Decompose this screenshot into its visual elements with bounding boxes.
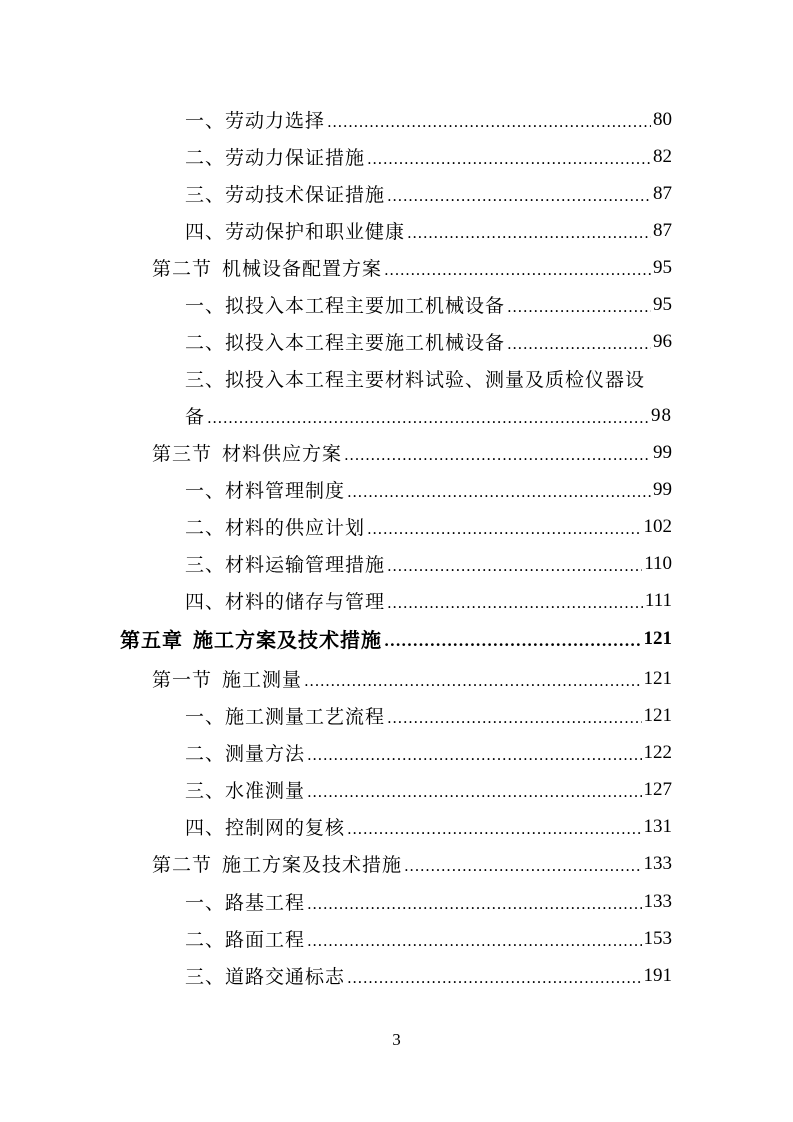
toc-entry-label: 三、劳动技术保证措施 xyxy=(185,184,386,206)
toc-entry[interactable] xyxy=(185,920,672,957)
toc-leader-dots xyxy=(387,708,641,723)
toc-leader-dots xyxy=(327,112,651,127)
toc-page-number: 133 xyxy=(643,890,672,912)
toc-leader-dots xyxy=(307,745,641,760)
toc-page-number: 102 xyxy=(643,515,672,537)
toc-leader-dots xyxy=(387,593,643,608)
toc-page-number: 122 xyxy=(643,741,672,763)
toc-leader-dots xyxy=(387,186,651,201)
toc-section-entry[interactable] xyxy=(152,660,672,697)
toc-page-number: 95 xyxy=(653,256,672,278)
toc-leader-dots xyxy=(404,856,641,871)
toc-entry[interactable] xyxy=(185,545,672,582)
toc-page-number: 82 xyxy=(653,145,672,167)
toc-leader-dots xyxy=(307,782,641,797)
toc-entry-label: 一、施工测量工艺流程 xyxy=(185,706,386,728)
toc-page-number: 191 xyxy=(643,964,672,986)
toc-entry[interactable] xyxy=(185,734,672,771)
toc-chapter-entry[interactable] xyxy=(120,620,672,657)
toc-page-number: 99 xyxy=(653,441,672,463)
toc-page-number: 87 xyxy=(653,182,672,204)
toc-entry-label: 二、测量方法 xyxy=(185,743,306,765)
toc-page-number: 127 xyxy=(643,778,672,800)
toc-entry-continuation-text: 备 xyxy=(185,406,206,428)
toc-page-number: 153 xyxy=(643,927,672,949)
toc-entry-label: 二、材料的供应计划 xyxy=(185,517,366,539)
toc-entry[interactable] xyxy=(185,175,672,212)
toc-entry[interactable] xyxy=(185,697,672,734)
toc-entry-label: 二、路面工程 xyxy=(185,929,306,951)
toc-section-title: 机械设备配置方案 xyxy=(222,258,383,280)
toc-leader-dots xyxy=(507,297,651,312)
toc-chapter-number: 第五章 xyxy=(120,628,183,652)
toc-page-number: 96 xyxy=(653,330,672,352)
toc-entry-label: 四、材料的储存与管理 xyxy=(185,591,386,613)
toc-leader-dots xyxy=(507,334,651,349)
toc-leader-dots xyxy=(367,519,641,534)
toc-entry[interactable] xyxy=(185,101,672,138)
toc-page-number: 111 xyxy=(644,589,672,611)
toc-section-entry[interactable] xyxy=(152,249,672,286)
toc-section-number: 第一节 xyxy=(152,669,213,691)
toc-entry[interactable] xyxy=(185,508,672,545)
toc-entry-label: 二、劳动力保证措施 xyxy=(185,147,366,169)
toc-entry-label: 三、材料运输管理措施 xyxy=(185,554,386,576)
toc-entry-label: 四、控制网的复核 xyxy=(185,817,346,839)
toc-entry-continuation[interactable] xyxy=(185,397,672,434)
toc-page-number: 110 xyxy=(644,552,672,574)
toc-entry-label: 一、路基工程 xyxy=(185,892,306,914)
toc-entry-label: 三、水准测量 xyxy=(185,780,306,802)
toc-section-title: 施工测量 xyxy=(222,669,303,691)
toc-entry[interactable] xyxy=(185,323,672,360)
toc-page-number: 98 xyxy=(651,404,672,426)
toc-entry-label: 一、拟投入本工程主要加工机械设备 xyxy=(185,295,506,317)
toc-entry[interactable] xyxy=(185,771,672,808)
toc-page-number: 133 xyxy=(643,852,672,874)
toc-entry[interactable] xyxy=(185,286,672,323)
toc-chapter-title: 施工方案及技术措施 xyxy=(193,628,382,652)
toc-section-entry[interactable] xyxy=(152,434,672,471)
toc-entry[interactable] xyxy=(185,582,672,619)
toc-section-title: 材料供应方案 xyxy=(222,443,343,465)
toc-entry[interactable] xyxy=(185,212,672,249)
toc-section-number: 第二节 xyxy=(152,258,213,280)
toc-entry-label: 三、道路交通标志 xyxy=(185,966,346,988)
toc-page-number: 99 xyxy=(653,478,672,500)
toc-entry-label: 三、拟投入本工程主要材料试验、测量及质检仪器设 xyxy=(185,369,646,391)
toc-section-number: 第三节 xyxy=(152,443,213,465)
toc-entry[interactable] xyxy=(185,957,672,994)
toc-entry-label: 一、材料管理制度 xyxy=(185,480,346,502)
toc-section-number: 第二节 xyxy=(152,854,213,876)
toc-entry-wrapped[interactable] xyxy=(185,360,675,397)
toc-entry-label: 一、劳动力选择 xyxy=(185,110,326,132)
toc-leader-dots xyxy=(207,408,649,423)
toc-leader-dots xyxy=(407,223,651,238)
toc-entry-label: 四、劳动保护和职业健康 xyxy=(185,221,406,243)
toc-leader-dots xyxy=(387,556,642,571)
toc-page-number: 121 xyxy=(643,704,672,726)
toc-leader-dots xyxy=(384,631,642,646)
toc-leader-dots xyxy=(347,968,641,983)
toc-leader-dots xyxy=(344,445,651,460)
toc-page-number: 131 xyxy=(643,815,672,837)
toc-leader-dots xyxy=(367,149,651,164)
toc-page-number: 87 xyxy=(653,219,672,241)
toc-entry[interactable] xyxy=(185,138,672,175)
toc-leader-dots xyxy=(384,260,651,275)
toc-section-entry[interactable] xyxy=(152,845,672,882)
page-number: 3 xyxy=(392,1030,401,1049)
toc-section-title: 施工方案及技术措施 xyxy=(222,854,403,876)
toc-page-number: 121 xyxy=(643,667,672,689)
toc-entry[interactable] xyxy=(185,471,672,508)
toc-page-number: 80 xyxy=(653,108,672,130)
toc-page-number: 95 xyxy=(653,293,672,315)
toc-leader-dots xyxy=(304,671,641,686)
toc-entry[interactable] xyxy=(185,808,672,845)
toc-page-number: 121 xyxy=(643,627,672,649)
toc-leader-dots xyxy=(347,482,651,497)
toc-leader-dots xyxy=(347,819,641,834)
toc-entry[interactable] xyxy=(185,883,672,920)
toc-leader-dots xyxy=(307,894,641,909)
toc-entry-label: 二、拟投入本工程主要施工机械设备 xyxy=(185,332,506,354)
toc-leader-dots xyxy=(307,931,641,946)
